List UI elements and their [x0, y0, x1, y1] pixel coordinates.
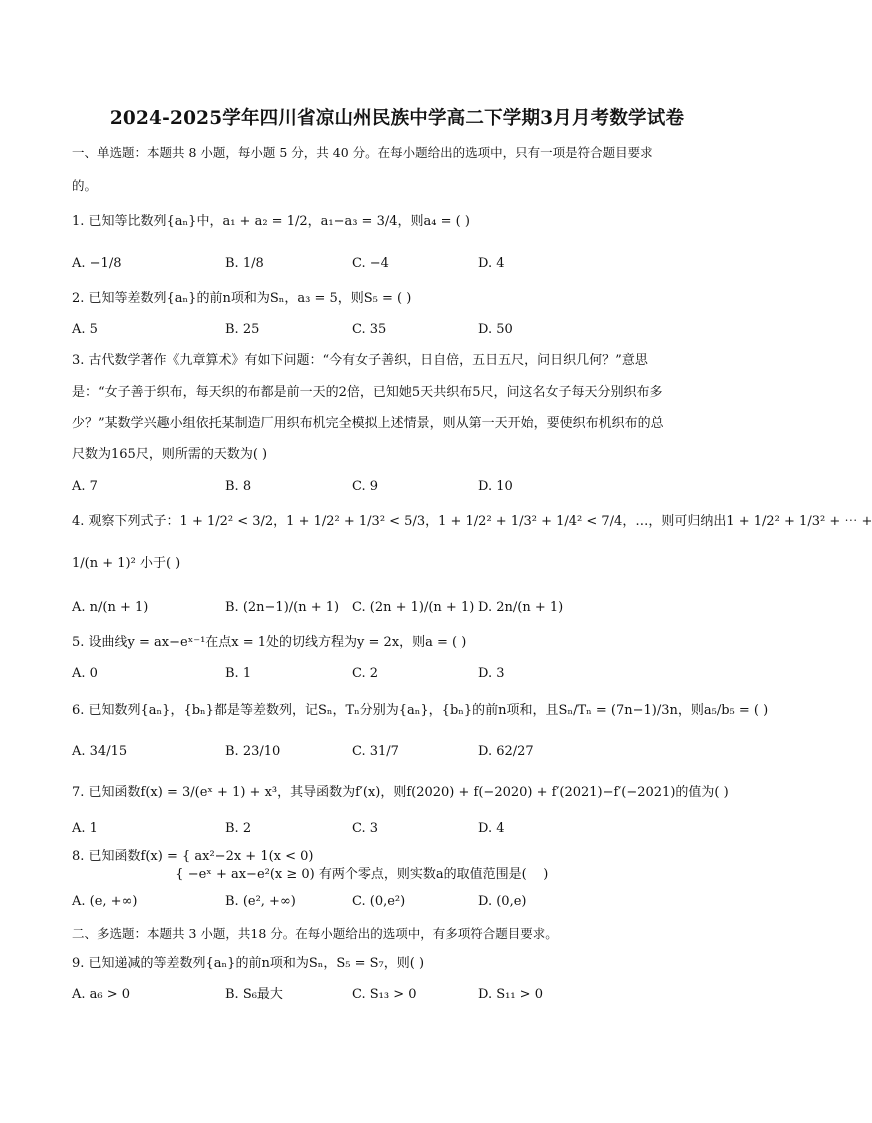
- question-8-stem-line1: 8. 已知函数f(x) = { ax²−2x + 1(x < 0): [72, 849, 314, 864]
- option-c[interactable]: C. (0,e²): [352, 894, 406, 909]
- option-a[interactable]: A. −1/8: [72, 256, 122, 271]
- section1-heading: 一、单选题：本题共 8 小题，每小题 5 分，共 40 分。在每小题给出的选项中，只有一项是符合题目要求: [72, 145, 653, 160]
- option-b[interactable]: B. (e², +∞): [225, 894, 296, 909]
- question-3-stem-line3: 少？”某数学兴趣小组依托某制造厂用织布机完全模拟上述情景，则从第一天开始，要使织布机织布的总: [72, 416, 664, 431]
- question-6-options: [72, 741, 724, 763]
- option-a[interactable]: A. 1: [72, 821, 98, 836]
- section1-heading-cont: 的。: [72, 178, 98, 193]
- option-b[interactable]: B. (2n−1)/(n + 1): [225, 600, 340, 615]
- option-b[interactable]: B. 1/8: [225, 256, 264, 271]
- section2-heading: 二、多选题：本题共 3 小题，共18 分。在每小题给出的选项中，有多项符合题目要求。: [72, 926, 558, 941]
- question-8-stem-line2: { −eˣ + ax−e²(x ≥ 0) 有两个零点，则实数a的取值范围是( ): [72, 867, 549, 882]
- question-3-options: [72, 476, 724, 498]
- option-c[interactable]: C. 31/7: [352, 744, 399, 759]
- option-b[interactable]: B. 2: [225, 821, 252, 836]
- option-d[interactable]: D. 4: [478, 821, 505, 836]
- question-4-stem-line1: 4. 观察下列式子：1 + 1/2² < 3/2，1 + 1/2² + 1/3² < 5/3，1 + 1/2² + 1/3² + 1/4² < 7/4，…，则可归纳出1 + 1/2² + 1/3² + ⋯ +: [72, 514, 872, 529]
- option-d[interactable]: D. 62/27: [478, 744, 534, 759]
- option-a[interactable]: A. 5: [72, 322, 98, 337]
- option-c[interactable]: C. −4: [352, 256, 389, 271]
- option-c[interactable]: C. S₁₃ > 0: [352, 987, 417, 1002]
- question-2-options: [72, 319, 724, 341]
- option-b[interactable]: B. S₆最大: [225, 987, 283, 1002]
- question-2-stem: 2. 已知等差数列{aₙ}的前n项和为Sₙ，a₃ = 5，则S₅ = ( ): [72, 291, 412, 306]
- question-6-stem: 6. 已知数列{aₙ}，{bₙ}都是等差数列，记Sₙ，Tₙ分别为{aₙ}，{bₙ}的前n项和，且Sₙ/Tₙ = (7n−1)/3n，则a₅/b₅ = ( ): [72, 703, 769, 718]
- option-c[interactable]: C. 3: [352, 821, 379, 836]
- question-9-options: [72, 984, 724, 1006]
- option-a[interactable]: A. 0: [72, 666, 98, 681]
- option-d[interactable]: D. 4: [478, 256, 505, 271]
- option-a[interactable]: A. a₆ > 0: [72, 987, 131, 1002]
- question-3-stem-line1: 3. 古代数学著作《九章算术》有如下问题：“今有女子善织，日自倍，五日五尺，问日织几何？”意思: [72, 353, 648, 368]
- question-4-stem-line2: 1/(n + 1)² 小于( ): [72, 556, 181, 571]
- option-b[interactable]: B. 23/10: [225, 744, 281, 759]
- option-c[interactable]: C. 35: [352, 322, 387, 337]
- option-d[interactable]: D. 2n/(n + 1): [478, 600, 564, 615]
- question-8-options: [72, 891, 724, 913]
- option-c[interactable]: C. 9: [352, 479, 379, 494]
- question-4-options: [72, 597, 724, 619]
- option-b[interactable]: B. 1: [225, 666, 252, 681]
- option-a[interactable]: A. 34/15: [72, 744, 128, 759]
- question-3-stem-line2: 是：“女子善于织布，每天织的布都是前一天的2倍，已知她5天共织布5尺，问这名女子每天分别织布多: [72, 385, 663, 400]
- question-3-stem-line4: 尺数为165尺，则所需的天数为( ): [72, 447, 268, 462]
- option-d[interactable]: D. (0,e): [478, 894, 527, 909]
- option-b[interactable]: B. 8: [225, 479, 252, 494]
- option-b[interactable]: B. 25: [225, 322, 260, 337]
- option-a[interactable]: A. (e, +∞): [72, 894, 138, 909]
- question-7-options: [72, 818, 724, 840]
- question-1-stem: 1. 已知等比数列{aₙ}中，a₁ + a₂ = 1/2，a₁−a₃ = 3/4，则a₄ = ( ): [72, 214, 470, 229]
- question-1-options: [72, 253, 724, 275]
- option-a[interactable]: A. n/(n + 1): [72, 600, 149, 615]
- option-d[interactable]: D. 10: [478, 479, 513, 494]
- option-c[interactable]: C. (2n + 1)/(n + 1): [352, 600, 475, 615]
- exam-title: 2024-2025学年四川省凉山州民族中学高二下学期3月月考数学试卷: [109, 108, 685, 129]
- option-c[interactable]: C. 2: [352, 666, 379, 681]
- question-5-stem: 5. 设曲线y = ax−eˣ⁻¹在点x = 1处的切线方程为y = 2x，则a = ( ): [72, 635, 467, 650]
- question-9-stem: 9. 已知递减的等差数列{aₙ}的前n项和为Sₙ，S₅ = S₇，则( ): [72, 956, 425, 971]
- option-d[interactable]: D. 50: [478, 322, 513, 337]
- question-7-stem: 7. 已知函数f(x) = 3/(eˣ + 1) + x³，其导函数为f′(x)，则f(2020) + f(−2020) + f′(2021)−f′(−2021)的值为( ): [72, 785, 729, 800]
- option-d[interactable]: D. S₁₁ > 0: [478, 987, 543, 1002]
- question-5-options: [72, 663, 724, 685]
- option-d[interactable]: D. 3: [478, 666, 505, 681]
- option-a[interactable]: A. 7: [72, 479, 98, 494]
